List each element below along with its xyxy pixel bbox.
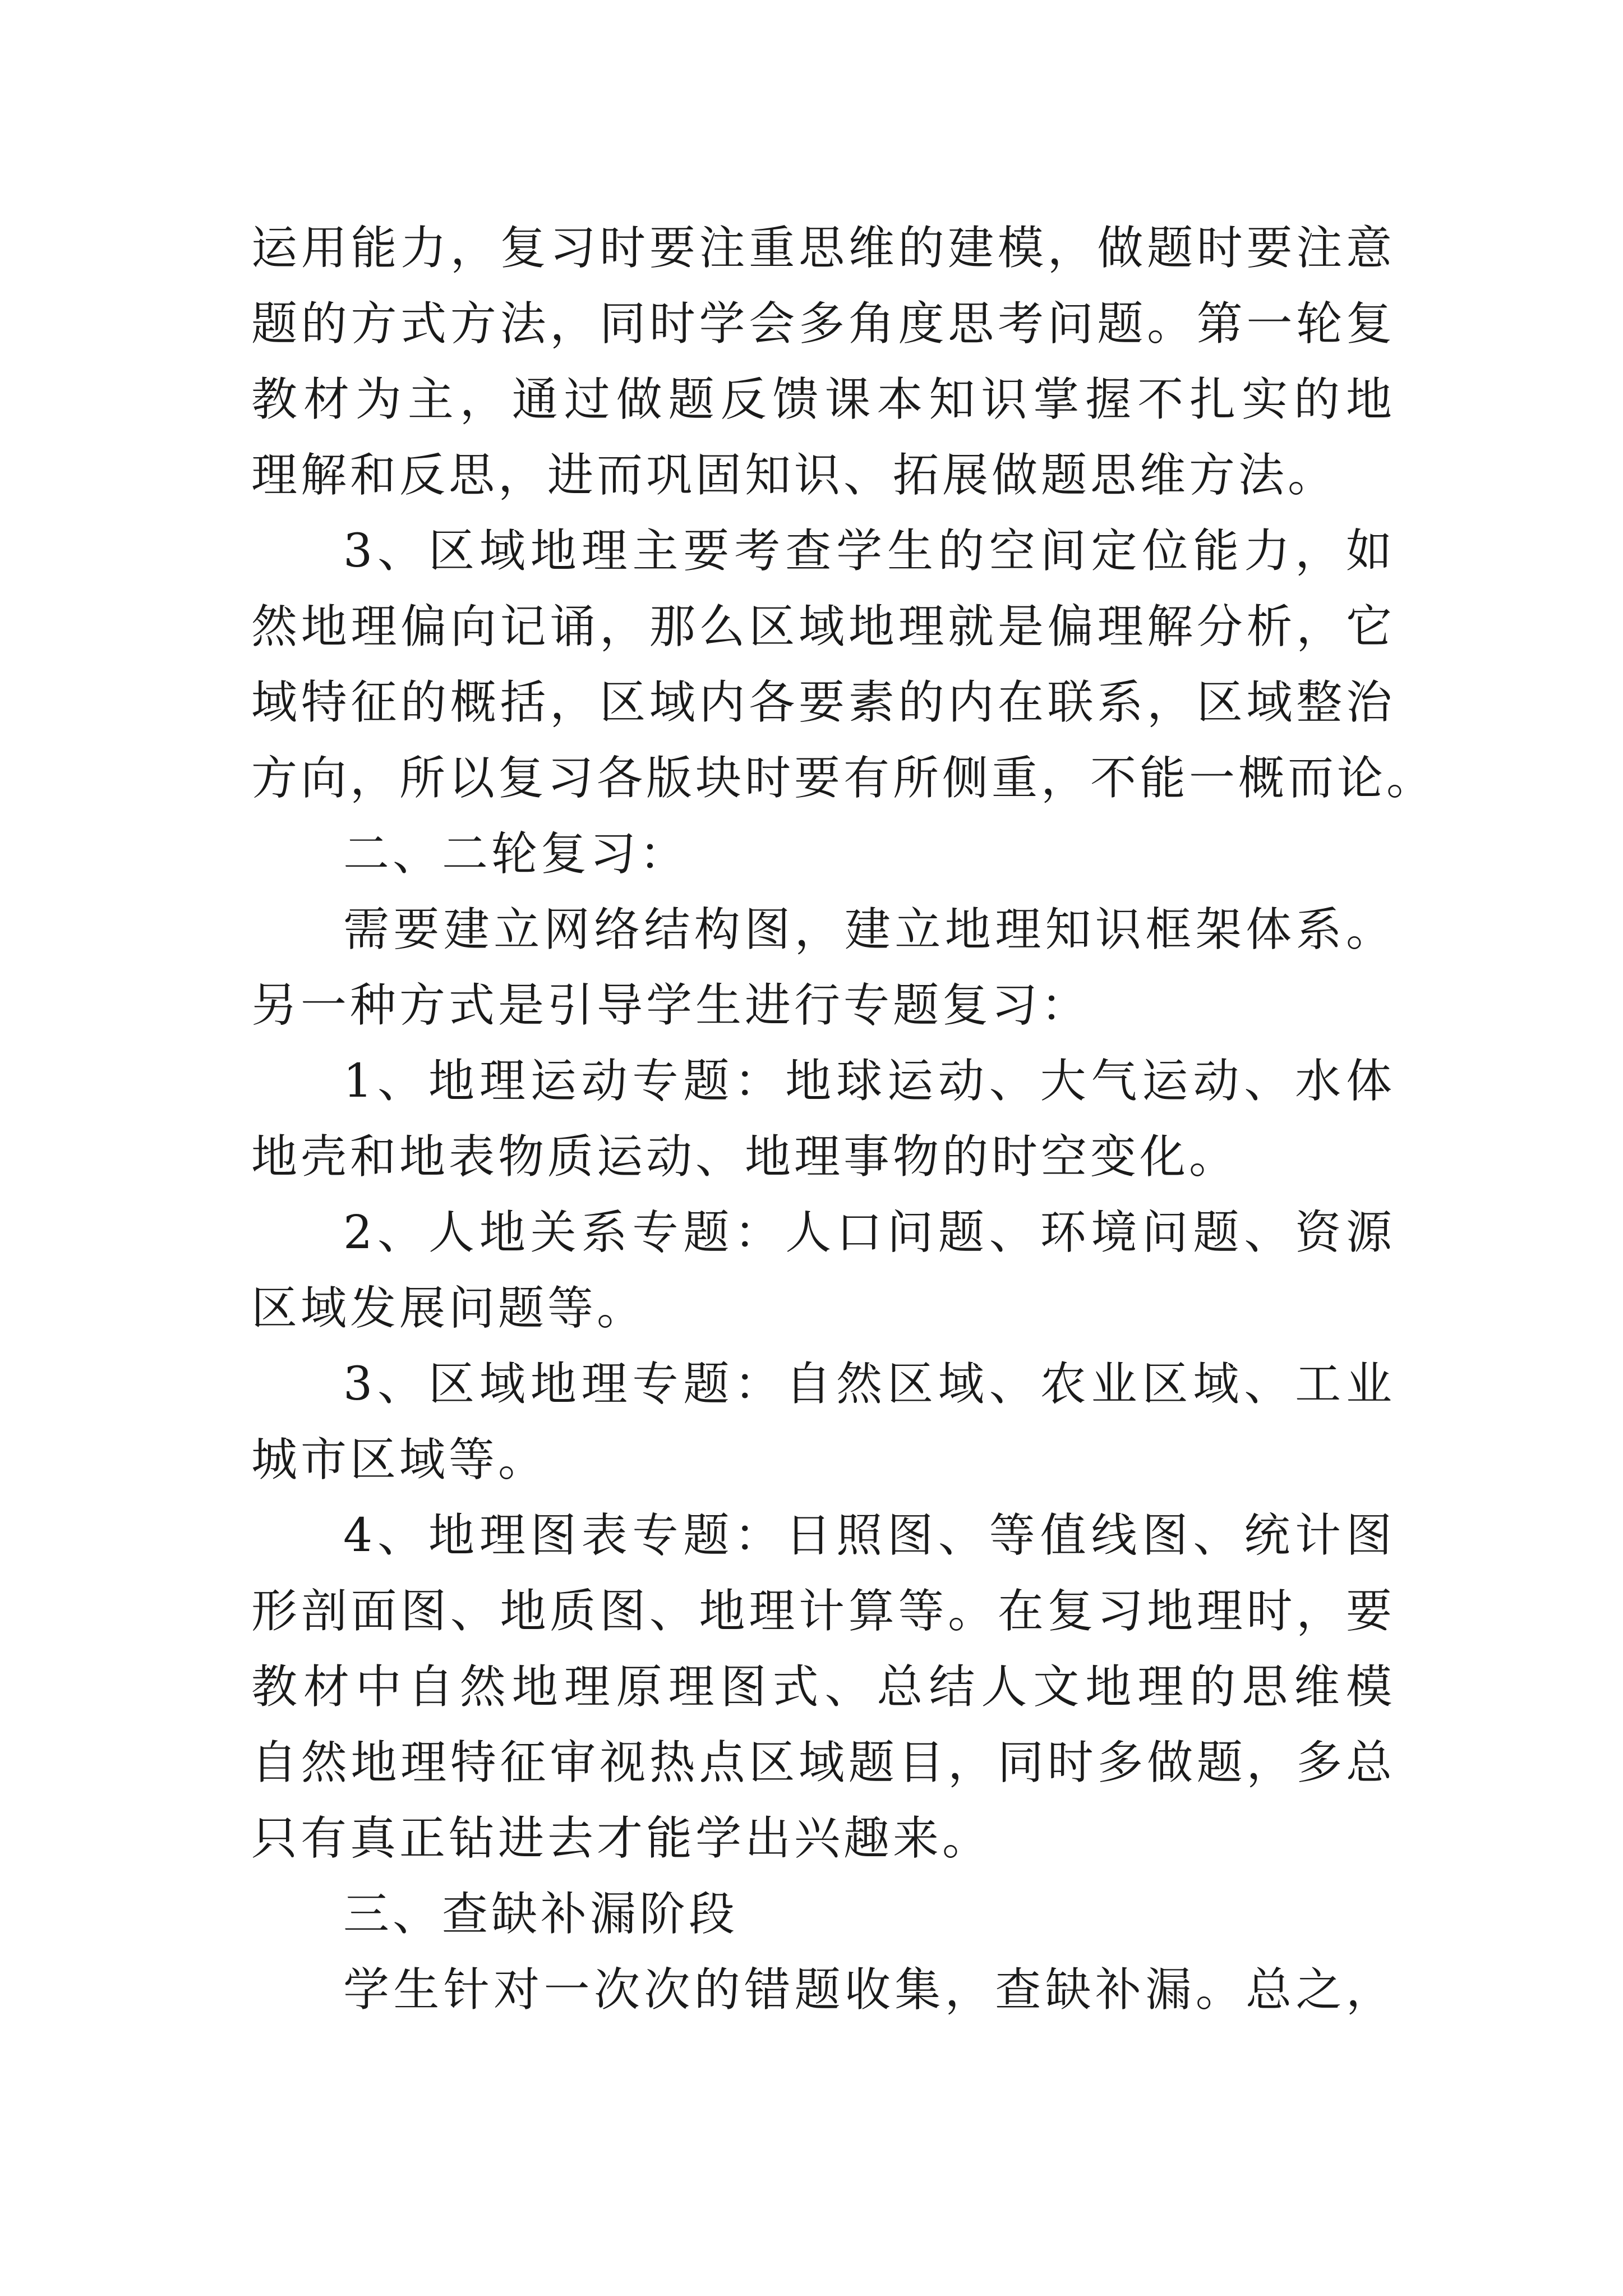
text-line: 方向，所以复习各版块时要有所侧重，不能一概而论。 — [251, 752, 1436, 805]
text-line: 另一种方式是引导学生进行专题复习： — [251, 979, 1091, 1032]
text-line: 地壳和地表物质运动、地理事物的时空变化。 — [251, 1130, 1239, 1184]
text-line: 理解和反思，进而巩固知识、拓展做题思维方法。 — [251, 449, 1338, 502]
paragraph-first-line: 需要建立网络结构图，建立地理知识框架体系。 — [343, 903, 1395, 956]
text-line: 教材为主，通过做题反馈课本知识掌握不扎实的地 — [251, 373, 1395, 426]
paragraph-first-line: 1、地理运动专题：地球运动、大气运动、水体 — [343, 1055, 1395, 1108]
paragraph-first-line: 4、地理图表专题：日照图、等值线图、统计图 — [343, 1509, 1395, 1562]
document-body — [251, 210, 1436, 2028]
text-line: 题的方式方法，同时学会多角度思考问题。第一轮复 — [251, 297, 1395, 351]
text-line: 域特征的概括，区域内各要素的内在联系，区域整治 — [251, 676, 1395, 729]
text-line: 自然地理特征审视热点区域题目，同时多做题，多总 — [251, 1736, 1395, 1789]
paragraph-first-line: 2、人地关系专题：人口问题、环境问题、资源 — [343, 1206, 1395, 1259]
paragraph-first-line: 学生针对一次次的错题收集，查缺补漏。总之， — [343, 1963, 1395, 2017]
text-line: 然地理偏向记诵，那么区域地理就是偏理解分析，它 — [251, 600, 1395, 654]
paragraph-first-line: 三、查缺补漏阶段 — [343, 1888, 739, 1941]
text-line: 形剖面图、地质图、地理计算等。在复习地理时，要 — [251, 1585, 1395, 1638]
text-line: 教材中自然地理原理图式、总结人文地理的思维模 — [251, 1660, 1395, 1714]
text-line: 只有真正钻进去才能学出兴趣来。 — [251, 1812, 992, 1865]
text-line: 区域发展问题等。 — [251, 1282, 647, 1335]
text-line: 运用能力，复习时要注重思维的建模，做题时要注意 — [251, 222, 1395, 275]
paragraph-first-line: 二、二轮复习： — [343, 827, 689, 881]
paragraph-first-line: 3、区域地理主要考查学生的空间定位能力，如 — [343, 524, 1395, 578]
text-line: 城市区域等。 — [251, 1433, 548, 1487]
paragraph-first-line: 3、区域地理专题：自然区域、农业区域、工业 — [343, 1358, 1395, 1411]
